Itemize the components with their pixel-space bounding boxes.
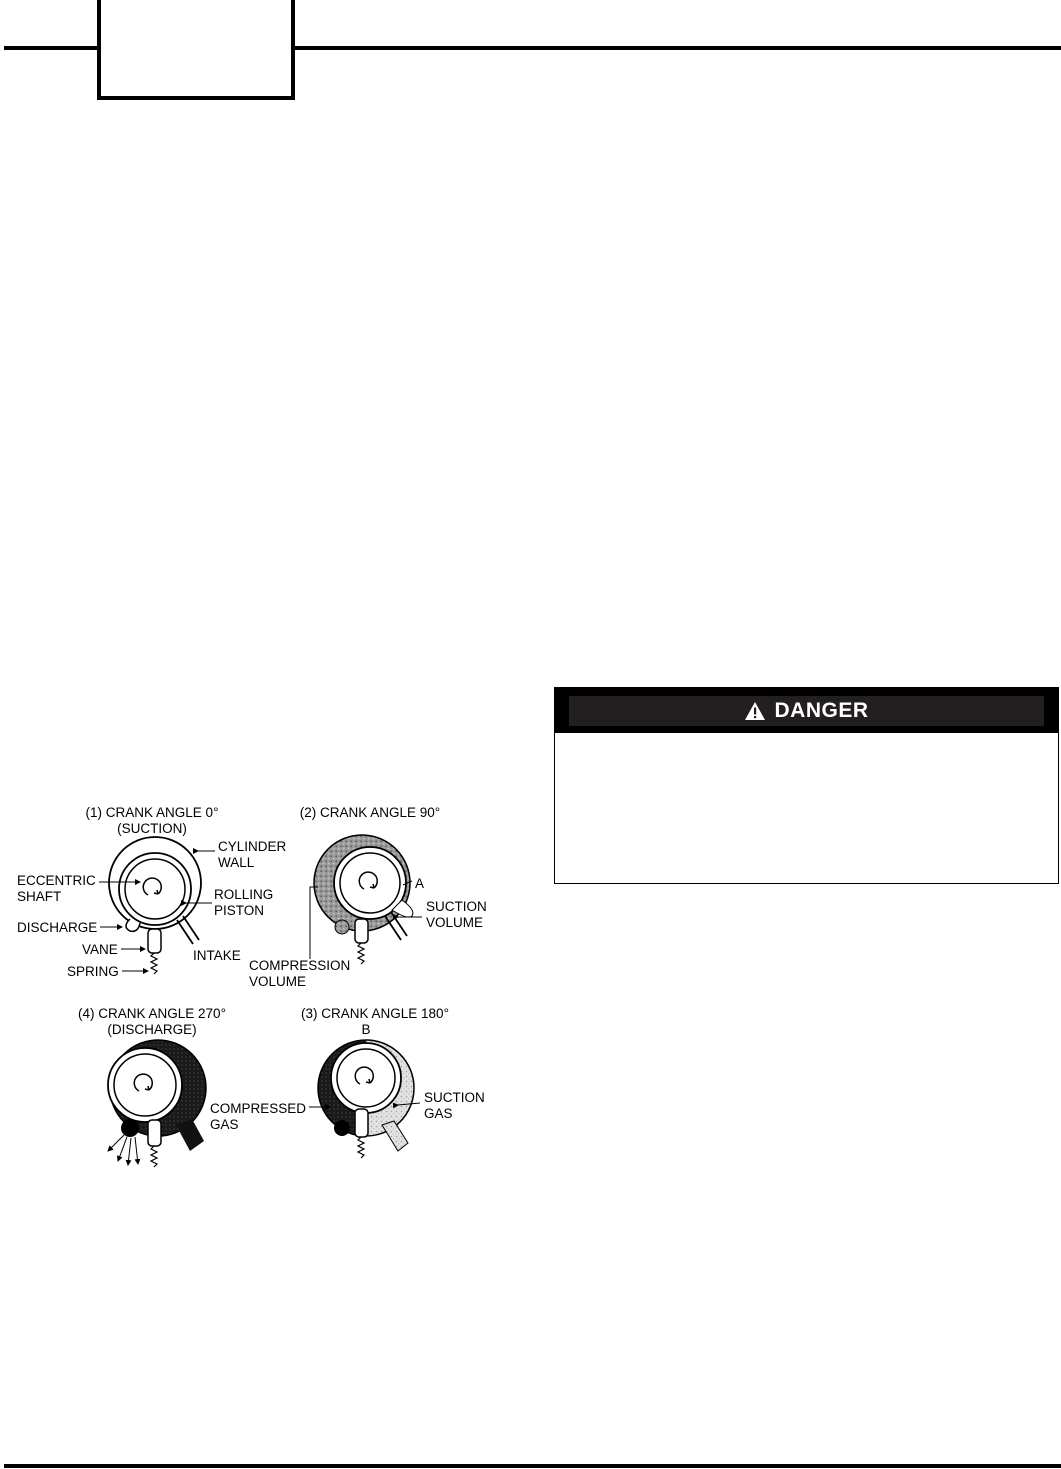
label-compressed-gas-2: GAS xyxy=(210,1117,239,1132)
header-tab-box xyxy=(97,0,295,100)
panel-4-subtitle: (DISCHARGE) xyxy=(107,1022,197,1037)
panel-crank-angle-180 xyxy=(210,1006,485,1158)
rotary-compressor-diagram xyxy=(0,795,520,1185)
label-cylinder-2: WALL xyxy=(218,855,255,870)
panel-3-subtitle: B xyxy=(361,1022,371,1037)
label-discharge: DISCHARGE xyxy=(17,920,98,935)
danger-header xyxy=(569,696,1044,726)
danger-notice xyxy=(554,687,1059,884)
label-eccentric-1: ECCENTRIC xyxy=(17,873,96,888)
panel-crank-angle-270 xyxy=(78,1006,226,1167)
label-suction-volume-1: SUCTION xyxy=(426,899,487,914)
label-suction-volume-2: VOLUME xyxy=(426,915,484,930)
panel-1-title: (1) CRANK ANGLE 0° xyxy=(85,805,219,820)
label-rolling-1: ROLLING xyxy=(214,887,274,902)
label-suction-gas-2: GAS xyxy=(424,1106,453,1121)
panel-4-title: (4) CRANK ANGLE 270° xyxy=(78,1006,226,1021)
danger-header-band xyxy=(555,688,1058,733)
label-vane: VANE xyxy=(82,942,118,957)
footer-rule xyxy=(4,1464,1061,1468)
panel-2-title: (2) CRANK ANGLE 90° xyxy=(299,805,441,820)
panel-1-subtitle: (SUCTION) xyxy=(117,821,187,836)
label-compression-volume-1: COMPRESSION xyxy=(249,958,351,973)
panel-crank-angle-0 xyxy=(17,805,287,979)
label-point-a: A xyxy=(415,876,425,891)
label-eccentric-2: SHAFT xyxy=(17,889,62,904)
danger-label: DANGER xyxy=(774,699,869,722)
label-spring: SPRING xyxy=(67,964,119,979)
label-compressed-gas-1: COMPRESSED xyxy=(210,1101,307,1116)
panel-3-title: (3) CRANK ANGLE 180° xyxy=(301,1006,449,1021)
label-intake: INTAKE xyxy=(193,948,241,963)
warning-triangle-icon xyxy=(744,701,766,721)
label-compression-volume-2: VOLUME xyxy=(249,974,307,989)
label-suction-gas-1: SUCTION xyxy=(424,1090,485,1105)
label-rolling-2: PISTON xyxy=(214,903,265,918)
panel-crank-angle-90 xyxy=(249,805,487,989)
label-cylinder-1: CYLINDER xyxy=(218,839,287,854)
